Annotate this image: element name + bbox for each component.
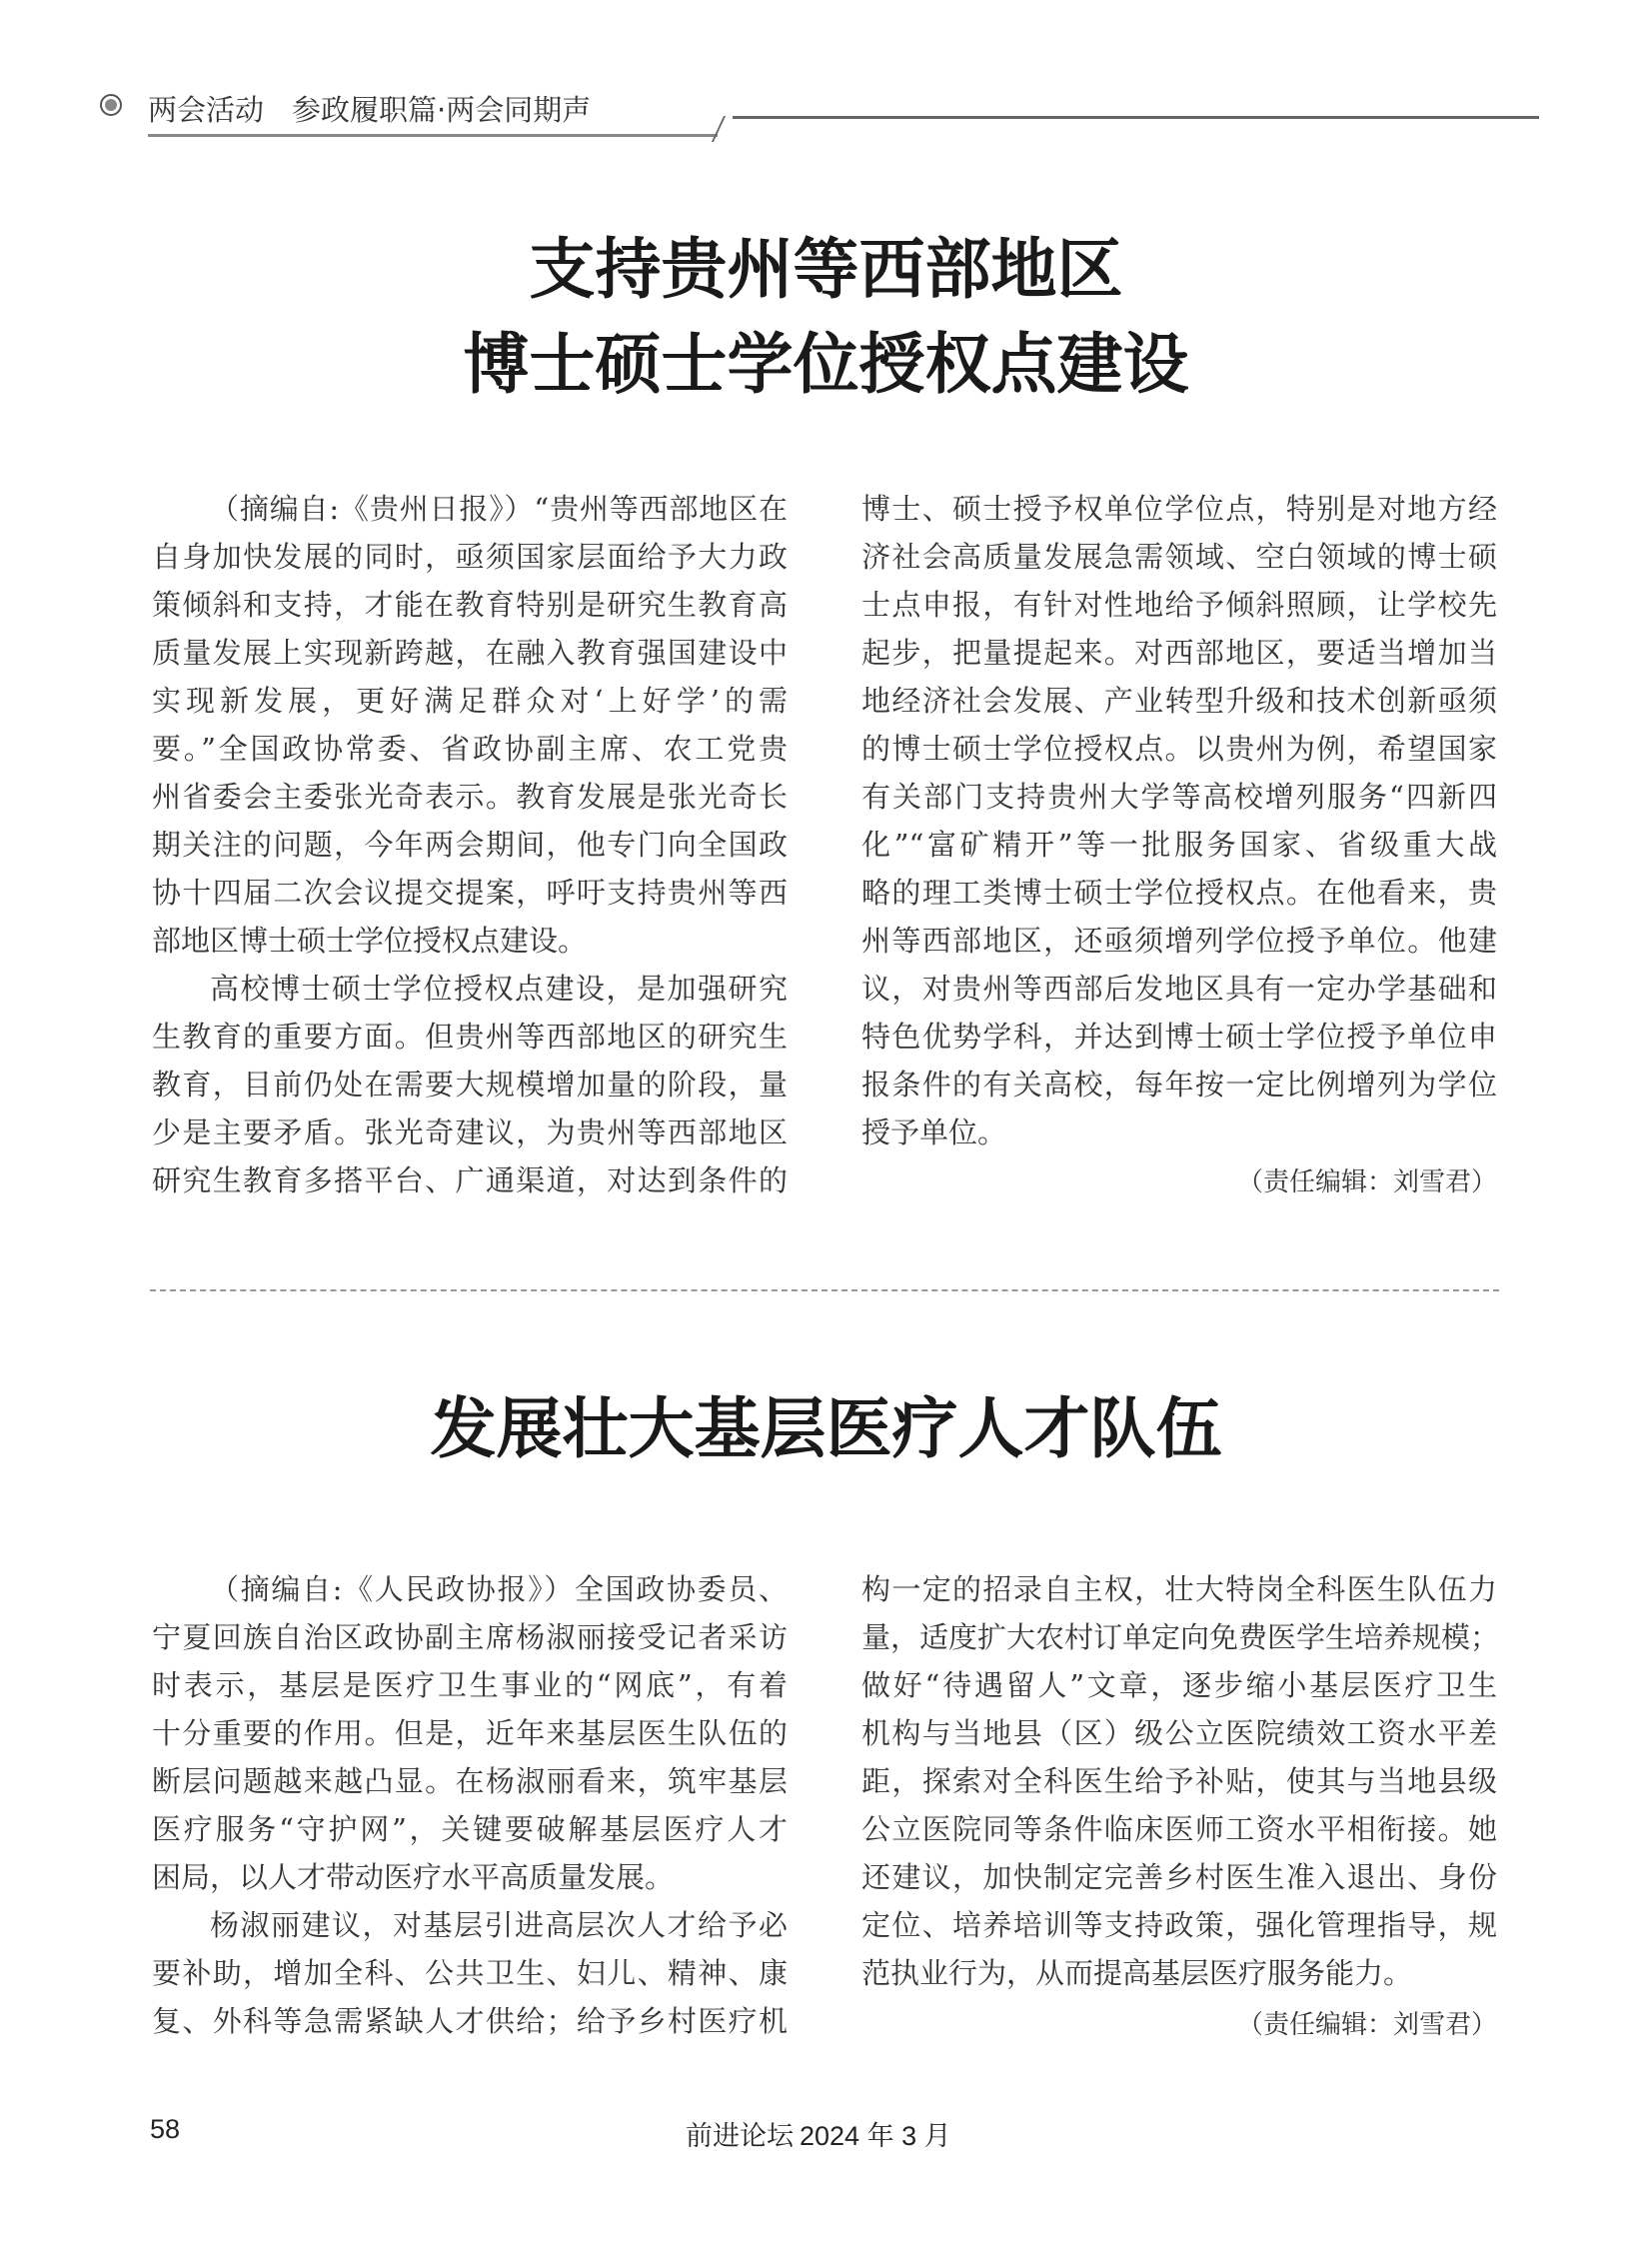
text-line: 医疗服务“守护网”，关键要破解基层医疗人才 [152,1812,788,1846]
text-line: 做好“待遇留人”文章，逐步缩小基层医疗卫生 [861,1668,1497,1702]
article-2-title-line-1: 发展壮大基层医疗人才队伍 [430,1390,1222,1467]
article-2-left-column [152,1565,788,2045]
header-text [148,88,591,129]
article-2-right-column [861,1565,1500,1997]
text-line: 少是主要矛盾。张光奇建议，为贵州等西部地区 [152,1116,788,1149]
text-line: 有关部门支持贵州大学等高校增列服务“四新四 [861,780,1497,814]
text-line: 士点申报，有针对性地给予倾斜照顾，让学校先 [861,588,1497,622]
text-line: 范执业行为，从而提高基层医疗服务能力。 [861,1956,1413,1990]
footer-publication: 前进论坛 [686,2121,794,2151]
text-line: （摘编自:《人民政协报》）全国政协委员、 [210,1572,788,1606]
text-line: 构一定的招录自主权，壮大特岗全科医生队伍力 [861,1572,1497,1606]
text-line: 十分重要的作用。但是，近年来基层医生队伍的 [152,1716,788,1750]
article-1-right-column [861,485,1497,1156]
text-line: 生教育的重要方面。但贵州等西部地区的研究生 [152,1020,788,1054]
text-line: 量，适度扩大农村订单定向免费医学生培养规模； [861,1620,1500,1654]
text-line: 杨淑丽建议，对基层引进高层次人才给予必 [210,1908,788,1942]
text-line: 困局，以人才带动医疗水平高质量发展。 [152,1860,675,1894]
text-line: 略的理工类博士硕士学位授权点。在他看来，贵 [861,876,1497,910]
text-line: 地经济社会发展、产业转型升级和技术创新亟须 [861,684,1497,718]
text-line: 议，对贵州等西部后发地区具有一定办学基础和 [861,972,1497,1006]
page-number: 58 [150,2114,181,2144]
article-1-title-line-2: 博士硕士学位授权点建设 [463,326,1189,403]
text-line: 化”“富矿精开”等一批服务国家、省级重大战 [861,828,1497,862]
text-line: 济社会高质量发展急需领域、空白领域的博士硕 [861,540,1497,574]
text-line: 的博士硕士学位授权点。以贵州为例，希望国家 [861,732,1497,766]
text-line: 州等西部地区，还亟须增列学位授予单位。他建 [861,924,1497,958]
text-line: 策倾斜和支持，才能在教育特别是研究生教育高 [152,588,788,622]
article-1-title [0,222,1652,412]
text-line: 公立医院同等条件临床医师工资水平相衔接。她 [861,1812,1497,1846]
text-line: 期关注的问题，今年两会期间，他专门向全国政 [152,828,788,862]
text-line: 高校博士硕士学位授权点建设，是加强研究 [210,972,788,1006]
text-line: 博士、硕士授予权单位学位点，特别是对地方经 [861,492,1497,526]
article-1-left-column [152,485,788,1204]
text-line: 报条件的有关高校，每年按一定比例增列为学位 [861,1068,1497,1102]
text-line: 要。”全国政协常委、省政协副主席、农工党贵 [152,732,788,766]
text-line: 实现新发展，更好满足群众对‘上好学’的需 [152,684,788,718]
text-line: （摘编自:《贵州日报》）“贵州等西部地区在 [210,492,788,526]
text-line: 宁夏回族自治区政协副主席杨淑丽接受记者采访 [152,1620,788,1654]
text-line: 自身加快发展的同时，亟须国家层面给予大力政 [152,540,788,574]
article-1-editor-credit: （责任编辑：刘雪君） [1236,1167,1497,1197]
bullet-circle-icon [100,94,122,116]
text-line: 州省委会主委张光奇表示。教育发展是张光奇长 [152,780,788,814]
header-rule [733,116,1539,119]
text-line: 还建议，加快制定完善乡村医生准入退出、身份 [861,1860,1497,1894]
article-1-title-line-1: 支持贵州等西部地区 [529,231,1123,308]
running-header [100,88,1539,132]
text-line: 协十四届二次会议提交提案，呼吁支持贵州等西 [152,876,788,910]
text-line: 时表示，基层是医疗卫生事业的“网底”，有着 [152,1668,788,1702]
text-line: 起步，把量提起来。对西部地区，要适当增加当 [861,636,1497,670]
text-line: 授予单位。 [861,1116,1007,1149]
text-line: 复、外科等急需紧缺人才供给；给予乡村医疗机 [152,2004,788,2038]
footer-issue: 2024 年 3 月 [800,2121,951,2151]
header-underline [148,134,718,137]
text-line: 距，探索对全科医生给予补贴，使其与当地县级 [861,1764,1497,1798]
text-line: 要补助，增加全科、公共卫生、妇儿、精神、康 [152,1956,788,1990]
header-slash [712,116,726,142]
article-2-editor-credit: （责任编辑：刘雪君） [1236,2010,1497,2040]
text-line: 断层问题越来越凸显。在杨淑丽看来，筑牢基层 [152,1764,788,1798]
header-section: 两会活动 [148,93,265,127]
header-subsection: 参政履职篇·两会同期声 [292,93,592,127]
text-line: 质量发展上实现新跨越，在融入教育强国建设中 [152,636,788,670]
article-2-title [0,1384,1652,1474]
text-line: 教育，目前仍处在需要大规模增加量的阶段，量 [152,1068,788,1102]
text-line: 部地区博士硕士学位授权点建设。 [152,924,588,958]
text-line: 定位、培养培训等支持政策，强化管理指导，规 [861,1908,1497,1942]
text-line: 机构与当地县（区）级公立医院绩效工资水平差 [861,1716,1497,1750]
article-divider [150,1289,1499,1291]
text-line: 特色优势学科，并达到博士硕士学位授予单位申 [861,1020,1497,1054]
text-line: 研究生教育多搭平台、广通渠道，对达到条件的 [152,1163,788,1197]
